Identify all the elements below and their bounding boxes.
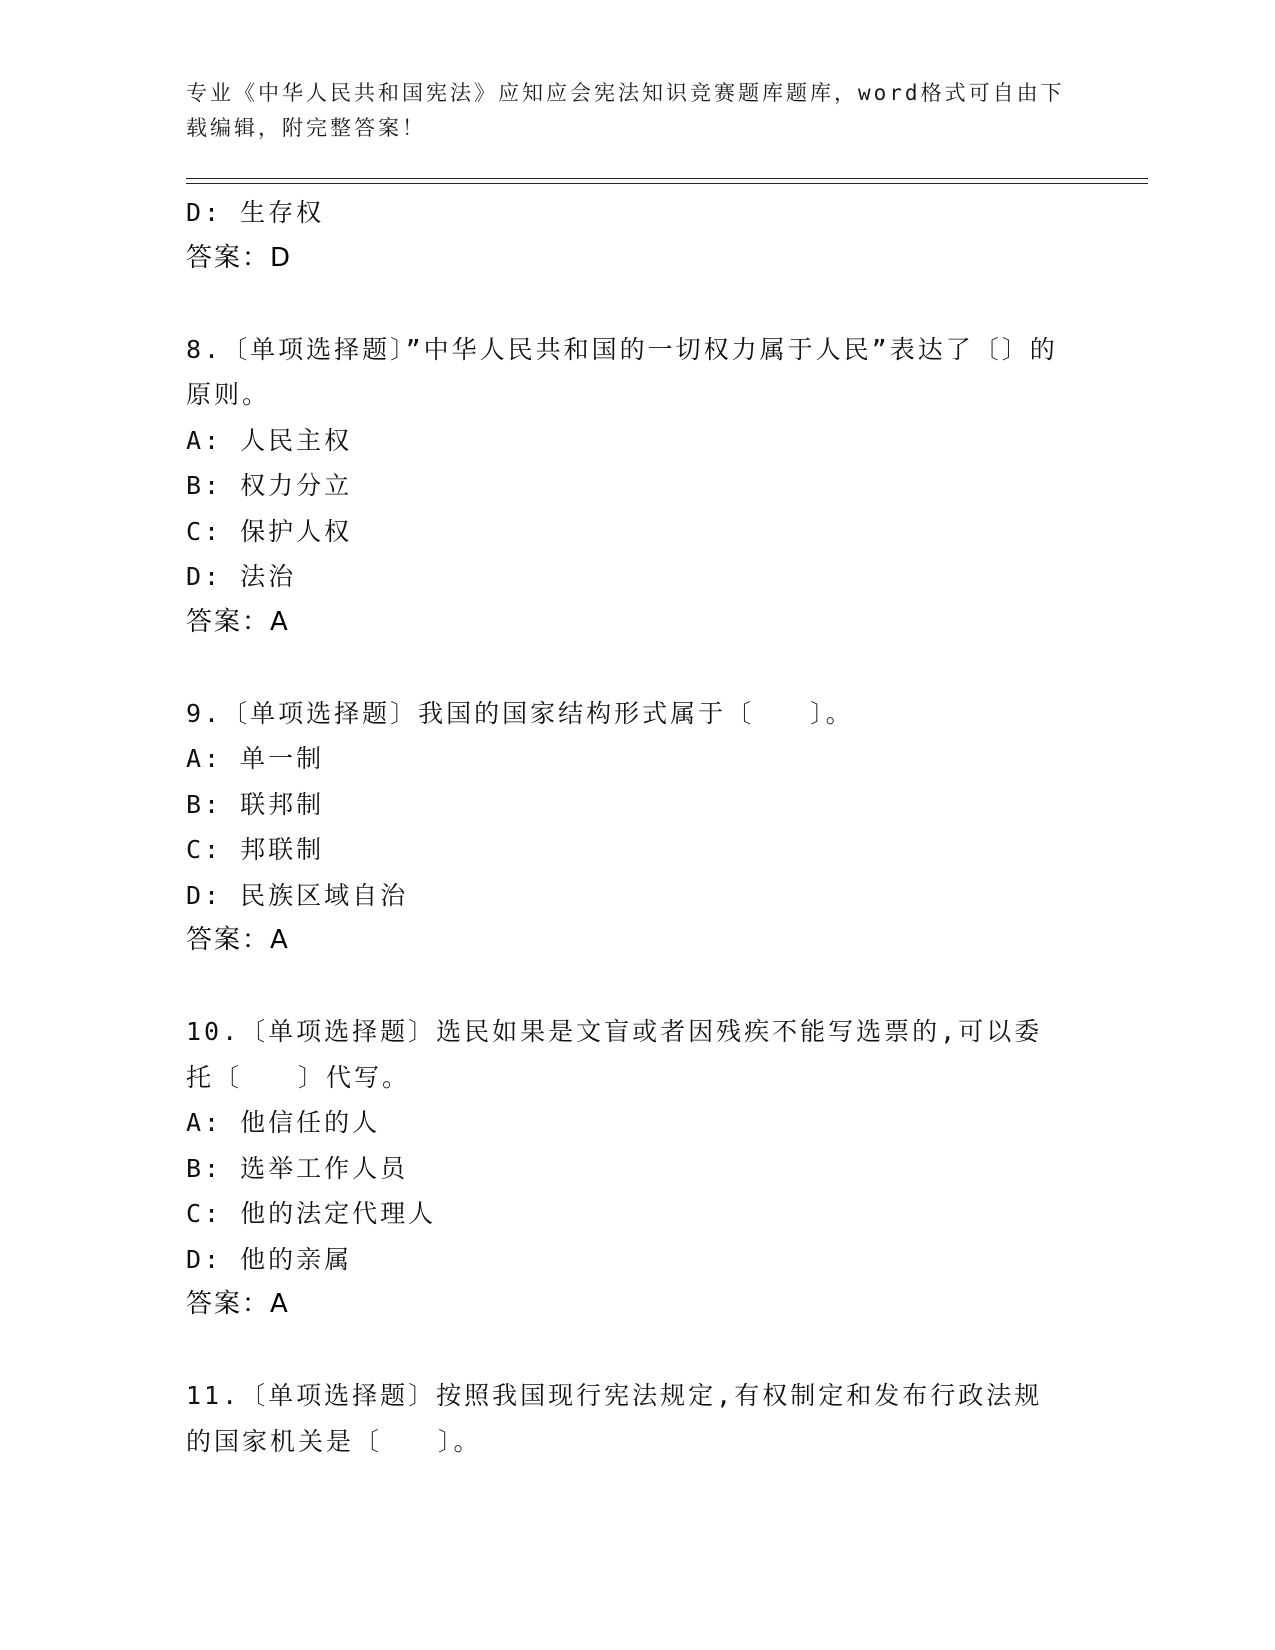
option-d: D: 法治: [186, 562, 297, 591]
option-d: D: 他的亲属: [186, 1244, 353, 1274]
question-text: 10.〔单项选择题〕选民如果是文盲或者因残疾不能写选票的,可以委托〔 〕代写。: [186, 1017, 1043, 1092]
question-content: [186, 190, 1066, 1464]
option-c: C: 邦联制: [186, 835, 325, 864]
header-divider-top: [186, 178, 1148, 179]
spacer: [186, 281, 1066, 327]
option-d: D: 生存权: [186, 198, 325, 227]
option-c: C: 保护人权: [186, 516, 353, 546]
option-a: A: 人民主权: [186, 425, 353, 455]
spacer: [186, 964, 1066, 1010]
answer: 答案：A: [186, 1289, 290, 1319]
option-c: C: 他的法定代理人: [186, 1199, 437, 1228]
option-b: B: 选举工作人员: [186, 1153, 409, 1183]
option-a: A: 单一制: [186, 744, 325, 773]
header-divider-bottom: [186, 183, 1148, 184]
question-text: 11.〔单项选择题〕按照我国现行宪法规定,有权制定和发布行政法规的国家机关是〔 〕。: [186, 1381, 1043, 1456]
option-d: D: 民族区域自治: [186, 880, 409, 910]
question-text: 8.〔单项选择题〕”中华人民共和国的一切权力属于人民”表达了〔〕的原则。: [186, 334, 1058, 409]
document-header: 专业《中华人民共和国宪法》应知应会宪法知识竞赛题库题库，word格式可自由下载编辑，附完整答案！: [186, 81, 1065, 140]
answer: 答案：A: [186, 606, 290, 637]
answer: 答案：D: [186, 242, 293, 273]
answer: 答案：A: [186, 925, 290, 955]
question-text: 9.〔单项选择题〕我国的国家结构形式属于〔 〕。: [186, 698, 854, 728]
spacer: [186, 1328, 1066, 1374]
spacer: [186, 645, 1066, 691]
option-b: B: 权力分立: [186, 471, 353, 500]
option-b: B: 联邦制: [186, 789, 325, 819]
option-a: A: 他信任的人: [186, 1108, 381, 1137]
